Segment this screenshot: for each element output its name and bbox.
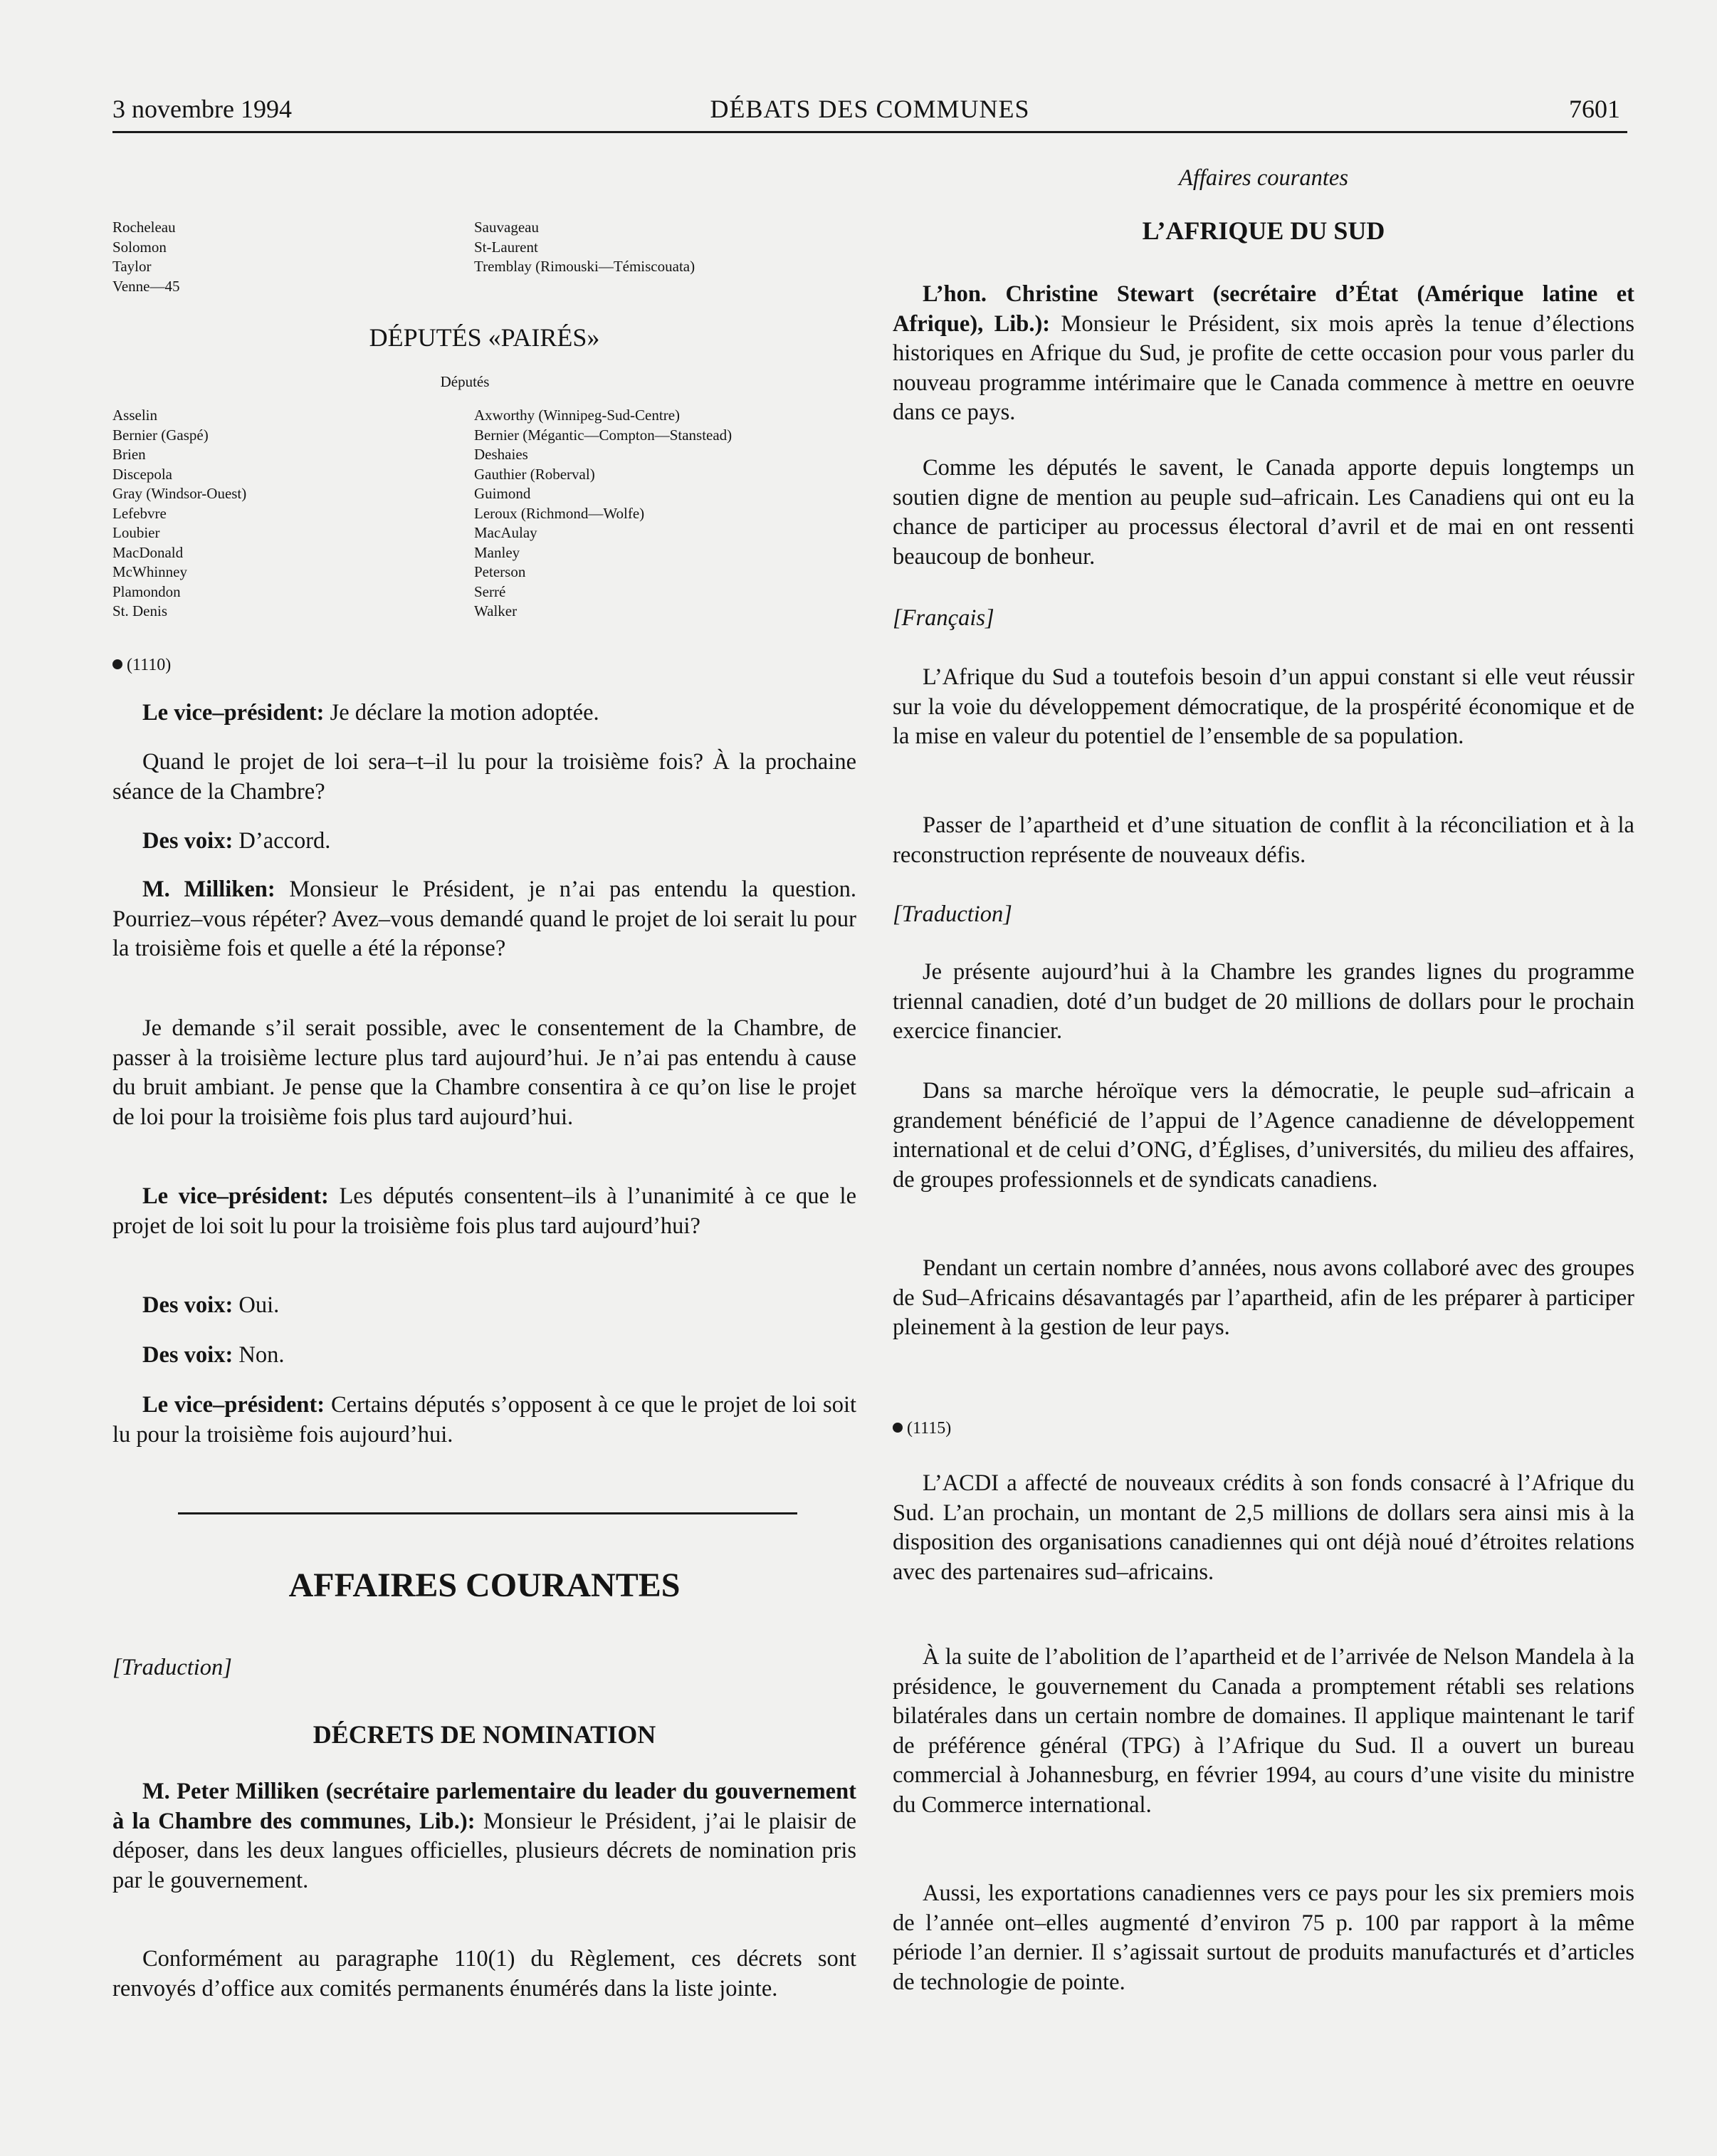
member-name: Asselin [112, 407, 157, 424]
header-title: DÉBATS DES COMMUNES [710, 95, 1030, 123]
section-title: AFFAIRES COURANTES [288, 1566, 681, 1604]
paragraph: Je demande s’il serait possible, avec le consentement de la Chambre, de passer à la troisième lecture plus tard aujourd’hui. Je n’ai pas entendu à cause du bruit ambiant. Je pense que la Chambre consentira à ce qu’on lise le projet de loi pour la troisième fois plus tard aujourd’hui. [112, 1015, 856, 1130]
italic-heading: Affaires courantes [1178, 165, 1348, 191]
speaker: Le vice–président: [142, 700, 325, 726]
paragraph: Quand le projet de loi sera–t–il lu pour la troisième fois? À la prochaine séance de la Chambre? [112, 749, 856, 805]
paragraph [112, 1391, 856, 1450]
translation-note: [Traduction] [893, 901, 1012, 927]
time-marker-text: (1110) [127, 656, 172, 674]
member-name: Venne—45 [112, 277, 180, 295]
member-name: Peterson [474, 563, 526, 580]
member-name: Leroux (Richmond—Wolfe) [474, 504, 645, 522]
paired-names-col1 [112, 406, 246, 622]
speaker: Des voix: [142, 828, 233, 854]
member-name: McWhinney [112, 563, 187, 580]
paired-subheading: Députés [440, 373, 490, 390]
bullet-icon [112, 659, 122, 669]
paragraph: Aussi, les exportations canadiennes vers ce pays pour les six premiers mois de l’année ont–elles augmenté d’environ 75 p. 100 par rapport à la même période l’an dernier. Il s’agissait surtout de produits manufacturés et d’articles de technologie de pointe. [893, 1880, 1634, 1995]
member-name: St-Laurent [474, 238, 538, 256]
section-heading: L’AFRIQUE DU SUD [1142, 216, 1385, 245]
paragraph: L’ACDI a affecté de nouveaux crédits à son fonds consacré à l’Afrique du Sud. L’an prochain, un montant de 2,5 millions de dollars sera ainsi mis à la disposition des organisations canadiennes qui ont déjà noué d’étroites relations avec des partenaires sud–africains. [893, 1470, 1634, 1585]
paragraph-text: Certains députés s’opposent à ce que le projet de loi soit lu pour la troisième fois aujourd’hui. [112, 1392, 857, 1448]
member-name: Discepola [112, 465, 172, 483]
paragraph [112, 698, 856, 728]
header-date: 3 novembre 1994 [112, 95, 292, 123]
header-page-number: 7601 [1569, 95, 1620, 123]
time-marker [893, 1414, 951, 1444]
speaker: Des voix: [142, 1342, 233, 1368]
member-name: Brien [112, 446, 146, 463]
time-marker-text: (1115) [907, 1419, 952, 1438]
paragraph-text: D’accord. [233, 828, 331, 854]
page-header [112, 88, 1627, 133]
member-name: Plamondon [112, 582, 181, 600]
member-name: Bernier (Gaspé) [112, 426, 209, 444]
speaker: Des voix: [142, 1292, 233, 1318]
translation-note: [Traduction] [112, 1655, 232, 1680]
paragraph-text: Monsieur le Président, je n’ai pas entendu la question. Pourriez–vous répéter? Avez–vous demandé quand le projet de loi serait lu pour la troisième fois et quelle a été la réponse? [112, 876, 856, 961]
speaker: M. Milliken: [142, 876, 275, 902]
speaker: Le vice–président: [142, 1183, 329, 1209]
paired-heading: DÉPUTÉS «PAIRÉS» [369, 323, 600, 352]
member-name: Loubier [112, 524, 160, 541]
speaker: Le vice–président: [142, 1392, 325, 1418]
paragraph [112, 827, 856, 857]
paragraph: Pendant un certain nombre d’années, nous avons collaboré avec des groupes de Sud–Africains désavantagés par l’apartheid, afin de les préparer à participer pleinement à la gestion de leur pays. [893, 1255, 1634, 1340]
section-divider [178, 1512, 797, 1514]
member-name: Axworthy (Winnipeg-Sud-Centre) [474, 407, 681, 424]
member-name: Lefebvre [112, 504, 167, 522]
member-name: Manley [474, 543, 520, 561]
language-note: [Français] [893, 605, 994, 631]
paired-names-col2 [474, 406, 732, 622]
member-name: Deshaies [474, 446, 528, 463]
member-name: Sauvageau [474, 219, 539, 236]
paragraph-text: Les députés consentent–ils à l’unanimité à ce que le projet de loi soit lu pour la troisième fois plus tard aujourd’hui? [112, 1183, 856, 1239]
paragraph: Passer de l’apartheid et d’une situation de conflit à la réconciliation et à la reconstruction représente de nouveaux défis. [893, 812, 1634, 868]
paragraph: Je présente aujourd’hui à la Chambre les grandes lignes du programme triennal canadien, doté d’un budget de 20 millions de dollars pour le prochain exercice financier. [893, 959, 1634, 1044]
member-name: Guimond [474, 485, 531, 502]
speaker: L’hon. Christine Stewart (secrétaire d’État (Amérique latine et Afrique), Lib.): [893, 281, 1634, 337]
member-name: Rocheleau [112, 219, 176, 236]
member-name: Gray (Windsor-Ouest) [112, 485, 247, 502]
paragraph [112, 1777, 856, 1895]
paragraph [112, 1291, 856, 1321]
speaker: M. Peter Milliken (secrétaire parlementaire du leader du gouvernement à la Chambre des communes, Lib.): [112, 1779, 856, 1834]
paragraph [112, 875, 856, 964]
member-name: St. Denis [112, 602, 168, 619]
vote-names-col2 [474, 218, 695, 277]
paragraph-text: Non. [233, 1342, 285, 1368]
member-name: Bernier (Mégantic—Compton—Stanstead) [474, 426, 733, 444]
paragraph-text: Monsieur le Président, j’ai le plaisir de déposer, dans les deux langues officielles, plusieurs décrets de nomination pris par le gouvernement. [112, 1808, 856, 1893]
paragraph [112, 1182, 856, 1241]
paragraph-text: Oui. [233, 1292, 280, 1318]
member-name: Walker [474, 602, 518, 619]
bullet-icon [893, 1423, 903, 1433]
paragraph [112, 1341, 856, 1371]
paragraph [893, 280, 1634, 428]
vote-names-col1 [112, 218, 179, 296]
member-name: MacAulay [474, 524, 537, 541]
member-name: Serré [474, 582, 506, 600]
member-name: MacDonald [112, 543, 184, 561]
decrets-heading: DÉCRETS DE NOMINATION [313, 1720, 656, 1749]
member-name: Solomon [112, 238, 167, 256]
paragraph: L’Afrique du Sud a toutefois besoin d’un appui constant si elle veut réussir sur la voie du développement démocratique, de la prospérité économique et de la mise en valeur du potentiel de l’ensemble de sa population. [893, 664, 1634, 749]
member-name: Taylor [112, 258, 152, 275]
paragraph-text: Monsieur le Président, six mois après la tenue d’élections historiques en Afrique du Sud, je profite de cette occasion pour vous parler du nouveau programme intérimaire que le Canada commence à mettre en oeuvre dans ce pays. [893, 310, 1634, 425]
paragraph: Conformément au paragraphe 110(1) du Règlement, ces décrets sont renvoyés d’office aux comités permanents énumérés dans la liste jointe. [112, 1946, 856, 2001]
member-name: Tremblay (Rimouski—Témiscouata) [474, 258, 695, 275]
paragraph-text: Je déclare la motion adoptée. [324, 700, 599, 726]
paragraph: Comme les députés le savent, le Canada apporte depuis longtemps un soutien digne de mention au peuple sud–africain. Les Canadiens qui ont eu la chance de participer au processus électoral d’avril et de mai en ont ressenti beaucoup de bonheur. [893, 455, 1634, 570]
paragraph: À la suite de l’abolition de l’apartheid et de l’arrivée de Nelson Mandela à la présidence, le gouvernement du Canada a promptement rétabli ses relations bilatérales dans un certain nombre de domaines. Il applique maintenant le tarif de préférence général (TPG) à l’Afrique du Sud. Il a ouvert un bureau commercial à Johannesburg, en février 1994, au cours d’une visite du ministre du Commerce international. [893, 1644, 1634, 1818]
paragraph: Dans sa marche héroïque vers la démocratie, le peuple sud–africain a grandement bénéficié de l’appui de l’Agence canadienne de développement international et de celui d’ONG, d’Églises, d’universités, du milieu des affaires, de groupes professionnels et de syndicats canadiens. [893, 1078, 1634, 1193]
time-marker [112, 651, 171, 681]
member-name: Gauthier (Roberval) [474, 465, 595, 483]
